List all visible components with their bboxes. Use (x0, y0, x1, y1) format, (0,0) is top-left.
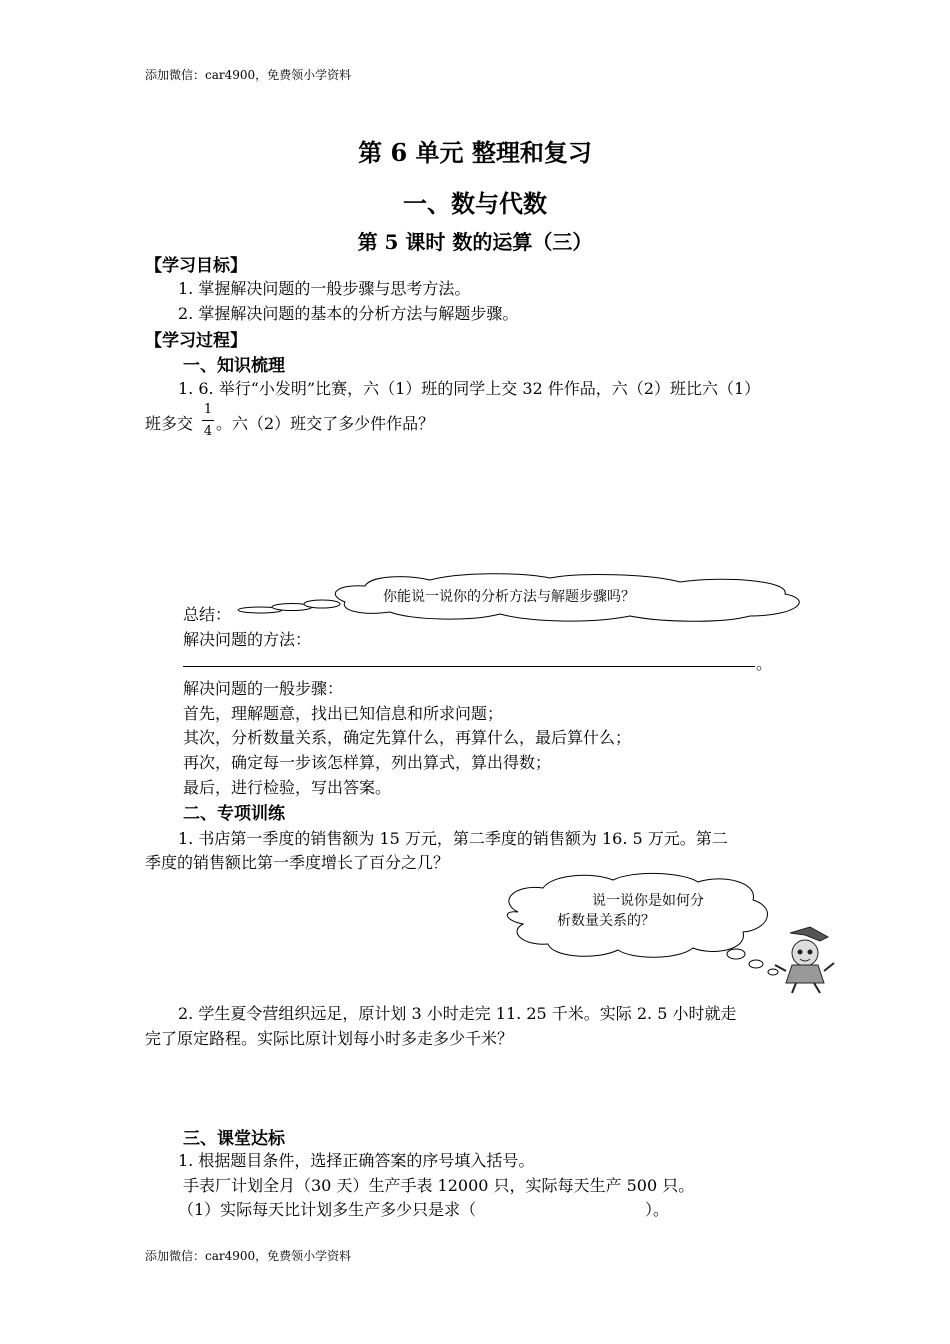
part2-q1-line2: 季度的销售额比第一季度增长了百分之几？ (145, 853, 450, 872)
process-heading: 【学习过程】 (145, 331, 247, 351)
step-item: 其次，分析数量关系，确定先算什么，再算什么，最后算什么； (183, 728, 632, 747)
method-label: 解决问题的方法： (183, 630, 312, 649)
part2-q2-line1: 2. 学生夏令营组织远足，原计划 3 小时走完 11. 25 千米。实际 2. 5 小时就走 (178, 1004, 737, 1023)
cartoon-girl-icon (770, 925, 840, 995)
goal-item: 1. 掌握解决问题的一般步骤与思考方法。 (178, 279, 471, 298)
part3-q1: 1. 根据题目条件，选择正确答案的序号填入括号。 (178, 1151, 535, 1170)
part2-q1-line1: 1. 书店第一季度的销售额为 15 万元，第二季度的销售额为 16. 5 万元。第二 (178, 829, 728, 848)
cloud2-line1: 说一说你是如何分 (592, 893, 704, 909)
cloud2-line2: 析数量关系的？ (557, 913, 655, 929)
part1-heading: 一、知识梳理 (183, 356, 285, 376)
part3-q1-sub1-post: ）。 (645, 1200, 670, 1219)
fraction-bar (202, 420, 214, 421)
part3-q1-sub1-pre: （1）实际每天比计划多生产多少只是求（ (178, 1200, 477, 1219)
goals-heading: 【学习目标】 (145, 256, 247, 276)
section-title: 一、数与代数 (403, 189, 547, 218)
fraction-numerator: 1 (203, 402, 213, 417)
unit-title: 第 6 单元 整理和复习 (358, 138, 592, 167)
step-item: 最后，进行检验，写出答案。 (183, 778, 392, 797)
part3-heading: 三、课堂达标 (183, 1129, 285, 1149)
part2-heading: 二、专项训练 (183, 804, 285, 824)
part2-q2-line2: 完了原定路程。实际比原计划每小时多走多少千米？ (145, 1029, 514, 1048)
footer-note: 添加微信：car4900，免费领小学资料 (145, 1249, 352, 1263)
part1-question-line2-pre: 班多交 (145, 414, 194, 433)
lesson-title: 第 5 课时 数的运算（三） (357, 230, 593, 254)
steps-label: 解决问题的一般步骤： (183, 679, 344, 698)
step-item: 首先，理解题意，找出已知信息和所求问题； (183, 704, 504, 723)
part3-q1-context: 手表厂计划全月（30 天）生产手表 12000 只，实际每天生产 500 只。 (183, 1176, 695, 1195)
step-item: 再次，确定每一步该怎样算，列出算式，算出得数； (183, 753, 552, 772)
part1-question-line2-post: 。六（2）班交了多少件作品？ (216, 414, 435, 433)
method-end: 。 (756, 654, 773, 673)
cloud-text: 你能说一说你的分析方法与解题步骤吗？ (383, 589, 635, 605)
summary-label: 总结： (183, 605, 232, 624)
method-answer-line[interactable] (183, 666, 755, 667)
header-note: 添加微信：car4900，免费领小学资料 (145, 68, 352, 82)
fraction-denominator: 4 (203, 424, 213, 439)
goal-item: 2. 掌握解决问题的基本的分析方法与解题步骤。 (178, 304, 519, 323)
part1-question-line1: 1. 6. 举行“小发明”比赛，六（1）班的同学上交 32 件作品，六（2）班比六（1） (178, 379, 761, 398)
